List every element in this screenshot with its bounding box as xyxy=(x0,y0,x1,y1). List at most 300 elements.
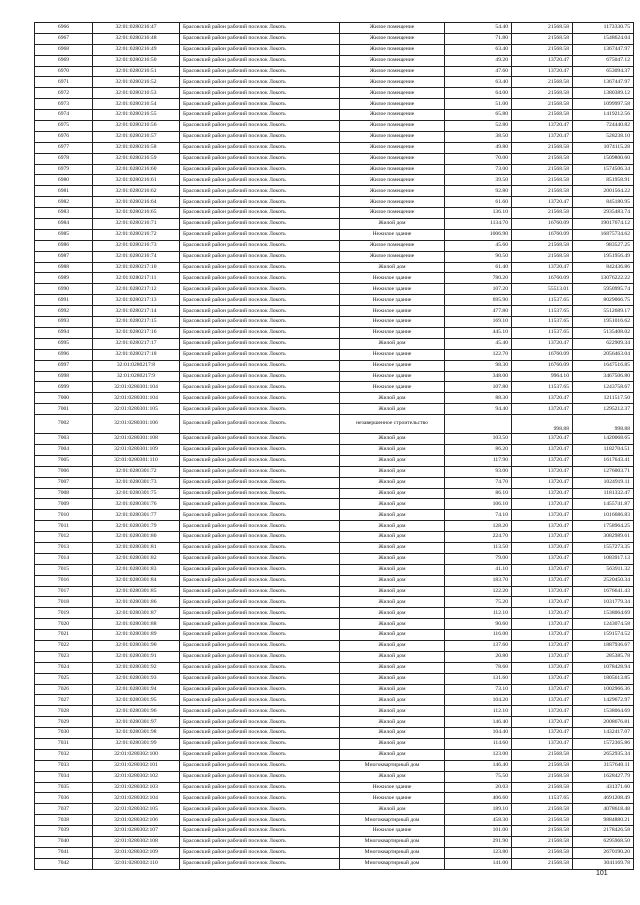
cadastral-value-cell: 19017674.12 xyxy=(573,219,634,230)
object-type-cell: Жилой дом xyxy=(340,510,445,521)
row-index-cell: 7027 xyxy=(35,695,93,706)
table-row xyxy=(35,630,634,641)
cadastral-value-cell: 1572365.86 xyxy=(573,739,634,750)
cost-per-m2-cell: 13720.47 xyxy=(512,542,573,553)
row-index-cell: 7008 xyxy=(35,488,93,499)
area-cell: 79.00 xyxy=(445,553,512,564)
address-cell: Брасовский район рабочий поселок Локоть xyxy=(180,382,340,393)
cadastral-number-cell: 32:01:0280302:102 xyxy=(93,771,180,782)
address-cell: Брасовский район рабочий поселок Локоть xyxy=(180,208,340,219)
object-type-cell: Нежилое здание xyxy=(340,382,445,393)
address-cell: Брасовский район рабочий поселок Локоть xyxy=(180,640,340,651)
row-index-cell: 7042 xyxy=(35,858,93,869)
object-type-cell: Жилой дом xyxy=(340,706,445,717)
cadastral-value-cell: 1617643.41 xyxy=(573,455,634,466)
table-row xyxy=(35,826,634,837)
cost-per-m2-cell: 13720.47 xyxy=(512,640,573,651)
area-cell: 146.40 xyxy=(445,717,512,728)
cadastral-number-cell: 32:01:0280216:49 xyxy=(93,44,180,55)
row-index-cell: 7028 xyxy=(35,706,93,717)
object-type-cell: Жилой дом xyxy=(340,749,445,760)
table-row xyxy=(35,455,634,466)
object-type-cell: Жилое помещение xyxy=(340,44,445,55)
cost-per-m2-cell: 16760.09 xyxy=(512,229,573,240)
cadastral-number-cell: 32:01:0280301:86 xyxy=(93,597,180,608)
area-cell: 41.10 xyxy=(445,564,512,575)
cadastral-value-cell: 842436.86 xyxy=(573,262,634,273)
object-type-cell: Жилой дом xyxy=(340,717,445,728)
address-cell: Брасовский район рабочий поселок Локоть xyxy=(180,804,340,815)
cadastral-number-cell: 32:01:0280301:94 xyxy=(93,684,180,695)
address-cell: Брасовский район рабочий поселок Локоть xyxy=(180,510,340,521)
cadastral-value-cell: 1078428.94 xyxy=(573,662,634,673)
cadastral-value-cell: 1276003.71 xyxy=(573,466,634,477)
address-cell: Брасовский район рабочий поселок Локоть xyxy=(180,837,340,848)
address-cell: Брасовский район рабочий поселок Локоть xyxy=(180,749,340,760)
object-type-cell: Жилой дом xyxy=(340,586,445,597)
area-cell: 47.60 xyxy=(445,66,512,77)
cost-per-m2-cell: 13720.47 xyxy=(512,532,573,543)
address-cell: Брасовский район рабочий поселок Локоть xyxy=(180,23,340,34)
row-index-cell: 7013 xyxy=(35,542,93,553)
table-row xyxy=(35,673,634,684)
cost-per-m2-cell: 21568.58 xyxy=(512,837,573,848)
area-cell: 75.50 xyxy=(445,771,512,782)
table-row xyxy=(35,640,634,651)
address-cell: Брасовский район рабочий поселок Локоть xyxy=(180,488,340,499)
address-cell: Брасовский район рабочий поселок Локоть xyxy=(180,131,340,142)
cost-per-m2-cell: 13720.47 xyxy=(512,739,573,750)
table-row xyxy=(35,393,634,404)
address-cell: Брасовский район рабочий поселок Локоть xyxy=(180,393,340,404)
row-index-cell: 6967 xyxy=(35,33,93,44)
table-row xyxy=(35,619,634,630)
object-type-cell: Жилое помещение xyxy=(340,121,445,132)
row-index-cell: 7029 xyxy=(35,717,93,728)
cost-per-m2-cell: 21568.58 xyxy=(512,164,573,175)
cadastral-value-cell: 724440.82 xyxy=(573,121,634,132)
object-type-cell: Жилой дом xyxy=(340,728,445,739)
table-row xyxy=(35,142,634,153)
cost-per-m2-cell: 13720.47 xyxy=(512,466,573,477)
row-index-cell: 7006 xyxy=(35,466,93,477)
cadastral-value-cell: 431371.60 xyxy=(573,782,634,793)
area-cell: 54.40 xyxy=(445,23,512,34)
cadastral-value-cell: 1211517.50 xyxy=(573,393,634,404)
table-row xyxy=(35,219,634,230)
table-row xyxy=(35,542,634,553)
cost-per-m2-cell: 21568.58 xyxy=(512,110,573,121)
cost-per-m2-cell: 16760.09 xyxy=(512,360,573,371)
cost-per-m2-cell: 21568.58 xyxy=(512,847,573,858)
cadastral-number-cell: 32:01:0280216:47 xyxy=(93,23,180,34)
object-type-cell: Жилой дом xyxy=(340,455,445,466)
cost-per-m2-cell: 13720.47 xyxy=(512,66,573,77)
cadastral-value-cell: 2001564.22 xyxy=(573,186,634,197)
cadastral-number-cell: 32:01:0280216:55 xyxy=(93,110,180,121)
row-index-cell: 7021 xyxy=(35,630,93,641)
area-cell: 101.00 xyxy=(445,826,512,837)
area-cell: 73.10 xyxy=(445,684,512,695)
address-cell: Брасовский район рабочий поселок Локоть xyxy=(180,55,340,66)
address-cell: Брасовский район рабочий поселок Локоть xyxy=(180,360,340,371)
row-index-cell: 7017 xyxy=(35,586,93,597)
row-index-cell: 6996 xyxy=(35,349,93,360)
object-type-cell: Жилое помещение xyxy=(340,175,445,186)
object-type-cell: Нежилое здание xyxy=(340,826,445,837)
row-index-cell: 6966 xyxy=(35,23,93,34)
row-index-cell: 7023 xyxy=(35,651,93,662)
table-row xyxy=(35,295,634,306)
row-index-cell: 7018 xyxy=(35,597,93,608)
cadastral-number-cell: 32:01:0280302:103 xyxy=(93,782,180,793)
cadastral-value-cell: 1805613.85 xyxy=(573,673,634,684)
cadastral-number-cell: 32:01:0280301:72 xyxy=(93,466,180,477)
area-cell: 291.90 xyxy=(445,837,512,848)
object-type-cell: Многоквартирный дом xyxy=(340,858,445,869)
cost-per-m2-cell: 13720.47 xyxy=(512,651,573,662)
area-cell: 20.03 xyxy=(445,782,512,793)
row-index-cell: 7025 xyxy=(35,673,93,684)
row-index-cell: 7036 xyxy=(35,793,93,804)
object-type-cell: Жилой дом xyxy=(340,404,445,415)
table-row xyxy=(35,121,634,132)
object-type-cell: Многоквартирный дом xyxy=(340,760,445,771)
cadastral-value-cell: 9884880.21 xyxy=(573,815,634,826)
cadastral-number-cell: 32:01:0280301:82 xyxy=(93,553,180,564)
cadastral-value-cell: 1243074.58 xyxy=(573,619,634,630)
cost-per-m2-cell: 21568.58 xyxy=(512,99,573,110)
object-type-cell: Нежилое здание xyxy=(340,229,445,240)
cadastral-number-cell: 32:01:0280301:84 xyxy=(93,575,180,586)
table-row xyxy=(35,466,634,477)
cost-per-m2-cell: 13720.47 xyxy=(512,619,573,630)
address-cell: Брасовский район рабочий поселок Локоть xyxy=(180,597,340,608)
object-type-cell: Жилое помещение xyxy=(340,142,445,153)
area-cell: 49.80 xyxy=(445,142,512,153)
row-index-cell: 7007 xyxy=(35,477,93,488)
row-index-cell: 6999 xyxy=(35,382,93,393)
area-cell: 78.60 xyxy=(445,662,512,673)
cost-per-m2-cell: 9964.10 xyxy=(512,371,573,382)
cost-per-m2-cell: 13720.47 xyxy=(512,121,573,132)
cadastral-number-cell: 32:01:0280302:109 xyxy=(93,847,180,858)
address-cell: Брасовский район рабочий поселок Локоть xyxy=(180,466,340,477)
cadastral-number-cell: 32:01:0280217:18 xyxy=(93,349,180,360)
cadastral-number-cell: 32:01:0280302:100 xyxy=(93,749,180,760)
cadastral-number-cell: 32:01:0280217:8 xyxy=(93,360,180,371)
address-cell: Брасовский район рабочий поселок Локоть xyxy=(180,44,340,55)
cost-per-m2-cell: 21568.58 xyxy=(512,815,573,826)
cadastral-number-cell: 32:01:0280301:93 xyxy=(93,673,180,684)
cadastral-number-cell: 32:01:0280217:10 xyxy=(93,262,180,273)
area-cell: 477.80 xyxy=(445,306,512,317)
table-row xyxy=(35,306,634,317)
table-row xyxy=(35,262,634,273)
area-cell: 61.40 xyxy=(445,262,512,273)
table-row xyxy=(35,553,634,564)
cadastral-value-cell: 1647516.85 xyxy=(573,360,634,371)
area-cell: 20.80 xyxy=(445,651,512,662)
object-type-cell: Жилое помещение xyxy=(340,153,445,164)
area-cell: 90.50 xyxy=(445,251,512,262)
cost-per-m2-cell: 13720.47 xyxy=(512,55,573,66)
address-cell: Брасовский район рабочий поселок Локоть xyxy=(180,142,340,153)
cost-per-m2-cell: 13720.47 xyxy=(512,488,573,499)
row-index-cell: 7009 xyxy=(35,499,93,510)
address-cell: Брасовский район рабочий поселок Локоть xyxy=(180,240,340,251)
address-cell: Брасовский район рабочий поселок Локоть xyxy=(180,110,340,121)
row-index-cell: 7002 xyxy=(35,415,93,434)
table-row xyxy=(35,44,634,55)
cadastral-value-cell: 5135408.02 xyxy=(573,327,634,338)
object-type-cell: Жилое помещение xyxy=(340,66,445,77)
table-row xyxy=(35,510,634,521)
cadastral-value-cell: 622909.34 xyxy=(573,338,634,349)
table-row xyxy=(35,382,634,393)
object-type-cell: Жилой дом xyxy=(340,564,445,575)
area-cell: 45.60 xyxy=(445,240,512,251)
area-cell: 122.70 xyxy=(445,349,512,360)
address-cell: Брасовский район рабочий поселок Локоть xyxy=(180,586,340,597)
area-cell: 104.20 xyxy=(445,695,512,706)
address-cell: Брасовский район рабочий поселок Локоть xyxy=(180,371,340,382)
object-type-cell: Жилое помещение xyxy=(340,55,445,66)
cost-per-m2-cell: 13720.47 xyxy=(512,586,573,597)
cadastral-number-cell: 32:01:0280216:71 xyxy=(93,219,180,230)
cadastral-number-cell: 32:01:0280216:72 xyxy=(93,229,180,240)
cadastral-number-cell: 32:01:0280217:17 xyxy=(93,338,180,349)
cost-per-m2-cell: 13720.47 xyxy=(512,393,573,404)
address-cell: Брасовский район рабочий поселок Локоть xyxy=(180,619,340,630)
cadastral-value-cell: 8029066.75 xyxy=(573,295,634,306)
area-cell: 45.40 xyxy=(445,338,512,349)
object-type-cell: Жилое помещение xyxy=(340,251,445,262)
object-type-cell: Нежилое здание xyxy=(340,371,445,382)
area-cell: 131.60 xyxy=(445,673,512,684)
cadastral-number-cell: 32:01:0280301:77 xyxy=(93,510,180,521)
cost-per-m2-cell: 13720.47 xyxy=(512,262,573,273)
cadastral-number-cell: 32:01:0280301:96 xyxy=(93,706,180,717)
row-index-cell: 6984 xyxy=(35,219,93,230)
cadastral-value-cell: 1182704.51 xyxy=(573,444,634,455)
cost-per-m2-cell: 21568.58 xyxy=(512,44,573,55)
address-cell: Брасовский район рабочий поселок Локоть xyxy=(180,164,340,175)
object-type-cell: Многоквартирный дом xyxy=(340,847,445,858)
cost-per-m2-cell: 13720.47 xyxy=(512,575,573,586)
row-index-cell: 7037 xyxy=(35,804,93,815)
row-index-cell: 6989 xyxy=(35,273,93,284)
object-type-cell: Жилой дом xyxy=(340,630,445,641)
address-cell: Брасовский район рабочий поселок Локоть xyxy=(180,575,340,586)
cost-per-m2-cell: 13720.47 xyxy=(512,499,573,510)
cost-per-m2-cell: 16760.09 xyxy=(512,349,573,360)
address-cell: Брасовский район рабочий поселок Локоть xyxy=(180,444,340,455)
cadastral-value-cell: 1181332.47 xyxy=(573,488,634,499)
object-type-cell: Нежилое здание xyxy=(340,327,445,338)
table-row xyxy=(35,164,634,175)
table-row xyxy=(35,532,634,543)
row-index-cell: 7016 xyxy=(35,575,93,586)
cadastral-value-cell: 1016686.83 xyxy=(573,510,634,521)
cost-per-m2-cell: 13720.47 xyxy=(512,404,573,415)
cadastral-number-cell: 32:01:0280216:51 xyxy=(93,66,180,77)
table-row xyxy=(35,575,634,586)
cadastral-number-cell: 32:01:0280216:48 xyxy=(93,33,180,44)
cadastral-number-cell: 32:01:0280216:56 xyxy=(93,121,180,132)
cadastral-value-cell: 563911.32 xyxy=(573,564,634,575)
cadastral-value-cell: 998.88 xyxy=(573,415,634,434)
area-cell: 780.20 xyxy=(445,273,512,284)
cadastral-value-cell: 2178426.58 xyxy=(573,826,634,837)
area-cell: 458.30 xyxy=(445,815,512,826)
row-index-cell: 6983 xyxy=(35,208,93,219)
row-index-cell: 7040 xyxy=(35,837,93,848)
cost-per-m2-cell: 11537.65 xyxy=(512,382,573,393)
table-row xyxy=(35,782,634,793)
cadastral-value-cell: 1419212.56 xyxy=(573,110,634,121)
table-row xyxy=(35,434,634,445)
address-cell: Брасовский район рабочий поселок Локоть xyxy=(180,532,340,543)
row-index-cell: 7001 xyxy=(35,404,93,415)
cadastral-value-cell: 1951956.49 xyxy=(573,251,634,262)
table-row xyxy=(35,317,634,328)
table-row xyxy=(35,88,634,99)
object-type-cell: Многоквартирный дом xyxy=(340,837,445,848)
object-type-cell: Нежилое здание xyxy=(340,306,445,317)
address-cell: Брасовский район рабочий поселок Локоть xyxy=(180,327,340,338)
address-cell: Брасовский район рабочий поселок Локоть xyxy=(180,317,340,328)
area-cell: 183.70 xyxy=(445,575,512,586)
area-cell: 116.00 xyxy=(445,630,512,641)
object-type-cell: Жилой дом xyxy=(340,597,445,608)
cadastral-number-cell: 32:01:0280216:57 xyxy=(93,131,180,142)
cadastral-value-cell: 5512689.17 xyxy=(573,306,634,317)
cadastral-number-cell: 32:01:0280301:73 xyxy=(93,477,180,488)
table-row xyxy=(35,208,634,219)
address-cell: Брасовский район рабочий поселок Локоть xyxy=(180,455,340,466)
table-row xyxy=(35,33,634,44)
cadastral-value-cell: 2520450.34 xyxy=(573,575,634,586)
area-cell: 86.10 xyxy=(445,488,512,499)
cadastral-value-cell: 3082989.61 xyxy=(573,532,634,543)
cost-per-m2-cell: 11537.65 xyxy=(512,793,573,804)
cadastral-number-cell: 32:01:0280301:108 xyxy=(93,434,180,445)
row-index-cell: 6982 xyxy=(35,197,93,208)
area-cell: 70.00 xyxy=(445,153,512,164)
area-cell xyxy=(445,415,512,434)
address-cell: Брасовский район рабочий поселок Локоть xyxy=(180,793,340,804)
table-row xyxy=(35,564,634,575)
table-row xyxy=(35,728,634,739)
table-row xyxy=(35,371,634,382)
cost-per-m2-cell: 21568.58 xyxy=(512,771,573,782)
table-row xyxy=(35,66,634,77)
cost-per-m2-cell: 21568.58 xyxy=(512,858,573,869)
row-index-cell: 6976 xyxy=(35,131,93,142)
cadastral-number-cell: 32:01:0280301:81 xyxy=(93,542,180,553)
cost-per-m2-cell: 21568.58 xyxy=(512,251,573,262)
area-cell: 92.80 xyxy=(445,186,512,197)
object-type-cell: Многоквартирный дом xyxy=(340,815,445,826)
area-cell: 103.50 xyxy=(445,434,512,445)
address-cell: Брасовский район рабочий поселок Локоть xyxy=(180,564,340,575)
table-row xyxy=(35,717,634,728)
row-index-cell: 7041 xyxy=(35,847,93,858)
table-row xyxy=(35,55,634,66)
object-type-cell: Жилой дом xyxy=(340,488,445,499)
cadastral-number-cell: 32:01:0280216:54 xyxy=(93,99,180,110)
area-cell: 64.00 xyxy=(445,88,512,99)
cadastral-value-cell: 3157640.11 xyxy=(573,760,634,771)
area-cell: 74.70 xyxy=(445,477,512,488)
area-cell: 445.10 xyxy=(445,327,512,338)
object-type-cell: Жилой дом xyxy=(340,771,445,782)
address-cell: Брасовский район рабочий поселок Локоть xyxy=(180,349,340,360)
area-cell: 141.00 xyxy=(445,858,512,869)
object-type-cell: Жилой дом xyxy=(340,477,445,488)
row-index-cell: 6986 xyxy=(35,240,93,251)
cost-per-m2-cell: 21568.58 xyxy=(512,175,573,186)
cadastral-value-cell: 3041169.78 xyxy=(573,858,634,869)
page-number: 101 xyxy=(596,870,608,877)
cadastral-value-cell: 1676641.43 xyxy=(573,586,634,597)
address-cell: Брасовский район рабочий поселок Локоть xyxy=(180,306,340,317)
cadastral-number-cell: 32:01:0280301:87 xyxy=(93,608,180,619)
object-type-cell: Нежилое здание xyxy=(340,360,445,371)
cadastral-value-cell: 1243758.67 xyxy=(573,382,634,393)
area-cell: 61.60 xyxy=(445,197,512,208)
table-row xyxy=(35,684,634,695)
cadastral-number-cell: 32:01:0280301:106 xyxy=(93,415,180,434)
table-row xyxy=(35,760,634,771)
object-type-cell: Жилое помещение xyxy=(340,208,445,219)
cost-per-m2-cell: 16760.09 xyxy=(512,219,573,230)
row-index-cell: 6980 xyxy=(35,175,93,186)
table-row xyxy=(35,229,634,240)
table-row xyxy=(35,662,634,673)
address-cell: Брасовский район рабочий поселок Локоть xyxy=(180,273,340,284)
cadastral-value-cell: 1380389.12 xyxy=(573,88,634,99)
cost-per-m2-cell: 13720.47 xyxy=(512,564,573,575)
cost-per-m2-cell: 21568.58 xyxy=(512,186,573,197)
object-type-cell: Жилой дом xyxy=(340,466,445,477)
address-cell: Брасовский район рабочий поселок Локоть xyxy=(180,826,340,837)
table-row xyxy=(35,488,634,499)
address-cell: Брасовский район рабочий поселок Локоть xyxy=(180,338,340,349)
area-cell: 88.30 xyxy=(445,393,512,404)
cost-per-m2-cell: 13720.47 xyxy=(512,684,573,695)
cadastral-value-cell: 1074115.28 xyxy=(573,142,634,153)
cadastral-number-cell: 32:01:0280301:99 xyxy=(93,739,180,750)
cost-per-m2-cell: 21568.58 xyxy=(512,826,573,837)
row-index-cell: 6973 xyxy=(35,99,93,110)
address-cell: Брасовский район рабочий поселок Локоть xyxy=(180,229,340,240)
cost-per-m2-cell: 11537.65 xyxy=(512,317,573,328)
cost-per-m2-cell: 21568.58 xyxy=(512,77,573,88)
address-cell: Брасовский район рабочий поселок Локоть xyxy=(180,858,340,869)
row-index-cell: 6968 xyxy=(35,44,93,55)
object-type-cell: Жилое помещение xyxy=(340,186,445,197)
cost-per-m2-cell: 13720.47 xyxy=(512,455,573,466)
area-cell: 146.40 xyxy=(445,760,512,771)
row-index-cell: 7012 xyxy=(35,532,93,543)
address-cell: Брасовский район рабочий поселок Локоть xyxy=(180,782,340,793)
cost-per-m2-cell: 21568.58 xyxy=(512,142,573,153)
address-cell: Брасовский район рабочий поселок Локоть xyxy=(180,434,340,445)
row-index-cell: 7011 xyxy=(35,521,93,532)
address-cell: Брасовский район рабочий поселок Локоть xyxy=(180,651,340,662)
